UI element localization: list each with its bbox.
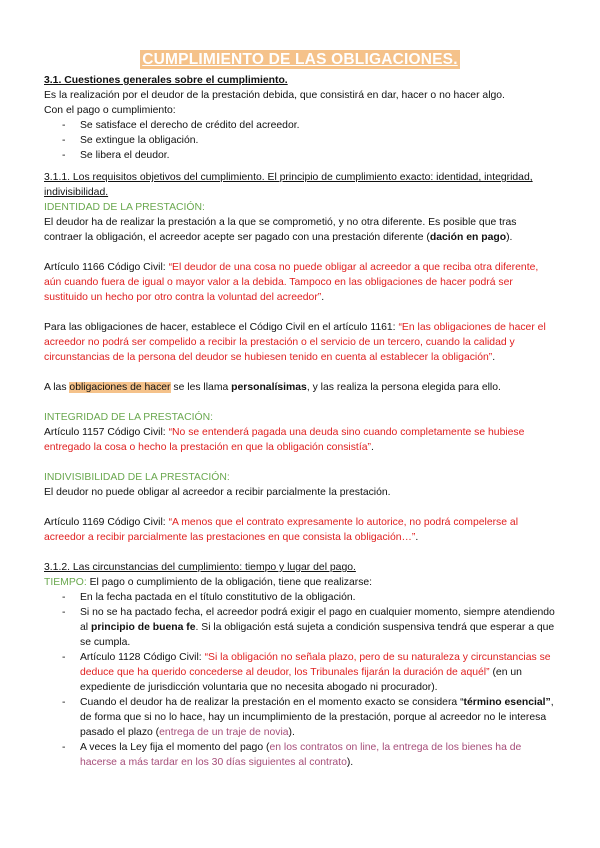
personalisimas-bold: personalísimas (231, 382, 307, 393)
contratos-online-example: en los contratos on line, la entrega de los bienes ha de hacerse a más tardar en los 30 días siguientes al contrato (80, 742, 522, 768)
item4-text-b: , de forma que si no lo hace, hay un incumplimiento de la prestación, porque al acreedor no le interesa pasado el plazo ( (80, 697, 554, 738)
paragraph-pago: Con el pago o cumplimiento: (44, 105, 176, 116)
art1169-paragraph (44, 515, 556, 545)
identidad-end: ). (506, 232, 513, 243)
identidad-paragraph (44, 215, 556, 245)
art1166-end: . (321, 292, 325, 303)
art1166-prefix: Artículo 1166 Código Civil: (44, 262, 169, 273)
item5-end: ). (346, 757, 354, 768)
art1169-quote: “A menos que el contrato expresamente lo autorice, no podrá compelerse al acreedor a recibir parcialmente las prestaciones en que consista la obligación…” (44, 517, 519, 543)
section-heading-3-1-2: 3.1.2. Las circunstancias del cumplimiento: tiempo y lugar del pago. (44, 562, 356, 573)
traje-de-novia-example: entrega de un traje de novia (159, 727, 289, 738)
item2-text-a: Si no se ha pactado fecha, el acreedor podrá exigir el pago en cualquier momento, siempre atendiendo al (80, 607, 555, 633)
list-item (62, 695, 556, 740)
effects-list (62, 118, 556, 163)
section-heading-3-1-1: 3.1.1. Los requisitos objetivos del cumplimiento. El principio de cumplimiento exacto: identidad, integridad, indivisibilidad. (44, 172, 533, 198)
list-item (62, 605, 556, 650)
paragraph-definition: Es la realización por el deudor de la prestación debida, que consistirá en dar, hacer o no hacer algo. (44, 90, 505, 101)
art1169-end: . (415, 532, 419, 543)
item2-text-b: . Si la obligación está sujeta a condición suspensiva tendrá que esperar a que se cumpla. (80, 622, 555, 648)
art1166-paragraph (44, 260, 556, 305)
art1128-prefix: Artículo 1128 Código Civil: (80, 652, 205, 663)
buena-fe-bold: principio de buena fe (90, 622, 196, 633)
identidad-text: El deudor ha de realizar la prestación a la que se comprometió, y no otra diferente. Es posible que tras contraer la obligación, el acreedor acepte ser pagado con una prestación diferente ( (44, 217, 517, 243)
obligaciones-de-hacer-highlight: obligaciones de hacer (69, 382, 171, 393)
list-item: - Se satisface el derecho de crédito del acreedor. (62, 118, 556, 133)
integridad-label: INTEGRIDAD DE LA PRESTACIÓN: (44, 412, 213, 423)
art1161-quote: “En las obligaciones de hacer el acreedor no podrá ser compelido a recibir la prestación o el servicio de un tercero, cuando la calidad y circunstancias de la persona del deudor se hubiesen tenido en cuenta al establecer la obligación” (44, 322, 546, 363)
art1161-paragraph (44, 320, 556, 365)
page-title: CUMPLIMIENTO DE LAS OBLIGACIONES. (142, 51, 458, 68)
art1157-quote: “No se entenderá pagada una deuda sino cuando completamente se hubiese entregado la cosa o hecho la prestación en que la obligación consistía” (44, 427, 525, 453)
identidad-label: IDENTIDAD DE LA PRESTACIÓN: (44, 202, 205, 213)
list-item: - En la fecha pactada en el título constitutivo de la obligación. (62, 590, 556, 605)
personal-end: , y las realiza la persona elegida para ello. (306, 382, 501, 393)
art1157-prefix: Artículo 1157 Código Civil: (44, 427, 169, 438)
art1166-quote: “El deudor de una cosa no puede obligar al acreedor a que reciba otra diferente, aún cuando fuera de igual o mayor valor a la debida. Tampoco en las obligaciones de hacer podrá ser sustituido un hecho por otro contra la voluntad del acreedor” (44, 262, 539, 303)
list-item: - Se extingue la obligación. (62, 133, 556, 148)
list-item (62, 740, 556, 770)
termino-esencial-bold: término esencial” (463, 697, 551, 708)
item5-text-a: A veces la Ley fija el momento del pago ( (80, 742, 270, 753)
personalisimas-paragraph (44, 380, 556, 395)
title-wrap (44, 50, 556, 69)
art1128-quote: “Si la obligación no señala plazo, pero de su naturaleza y circunstancias se deduce que ha querido concederse al deudor, los Tribunales fijarán la duración de aquél” (80, 652, 551, 678)
indivisibilidad-paragraph: El deudor no puede obligar al acreedor a recibir parcialmente la prestación. (44, 487, 391, 498)
art1169-prefix: Artículo 1169 Código Civil: (44, 517, 169, 528)
list-item (62, 650, 556, 695)
tiempo-list (62, 590, 556, 770)
tiempo-paragraph (44, 575, 556, 590)
art1157-end: . (370, 442, 374, 453)
art1161-end: . (492, 352, 496, 363)
personal-pre: A las (44, 382, 70, 393)
art1157-paragraph (44, 425, 556, 455)
art1161-prefix: Para las obligaciones de hacer, establece el Código Civil en el artículo 1161: (44, 322, 399, 333)
item4-text-a: Cuando el deudor ha de realizar la prestación en el momento exacto se considera “ (80, 697, 464, 708)
tiempo-text: El pago o cumplimiento de la obligación, tiene que realizarse: (86, 577, 373, 588)
art1128-end: (en un expediente de jurisdicción voluntaria que no necesita abogado ni procurador). (80, 667, 522, 693)
indivisibilidad-label: INDIVISIBILIDAD DE LA PRESTACIÓN: (44, 472, 230, 483)
personal-mid: se les llama (170, 382, 232, 393)
section-heading-3-1: 3.1. Cuestiones generales sobre el cumplimiento. (44, 75, 288, 86)
dacion-en-pago: dación en pago (429, 232, 507, 243)
list-item: - Se libera el deudor. (62, 148, 556, 163)
tiempo-label: TIEMPO: (44, 577, 87, 588)
item4-end: ). (288, 727, 295, 738)
